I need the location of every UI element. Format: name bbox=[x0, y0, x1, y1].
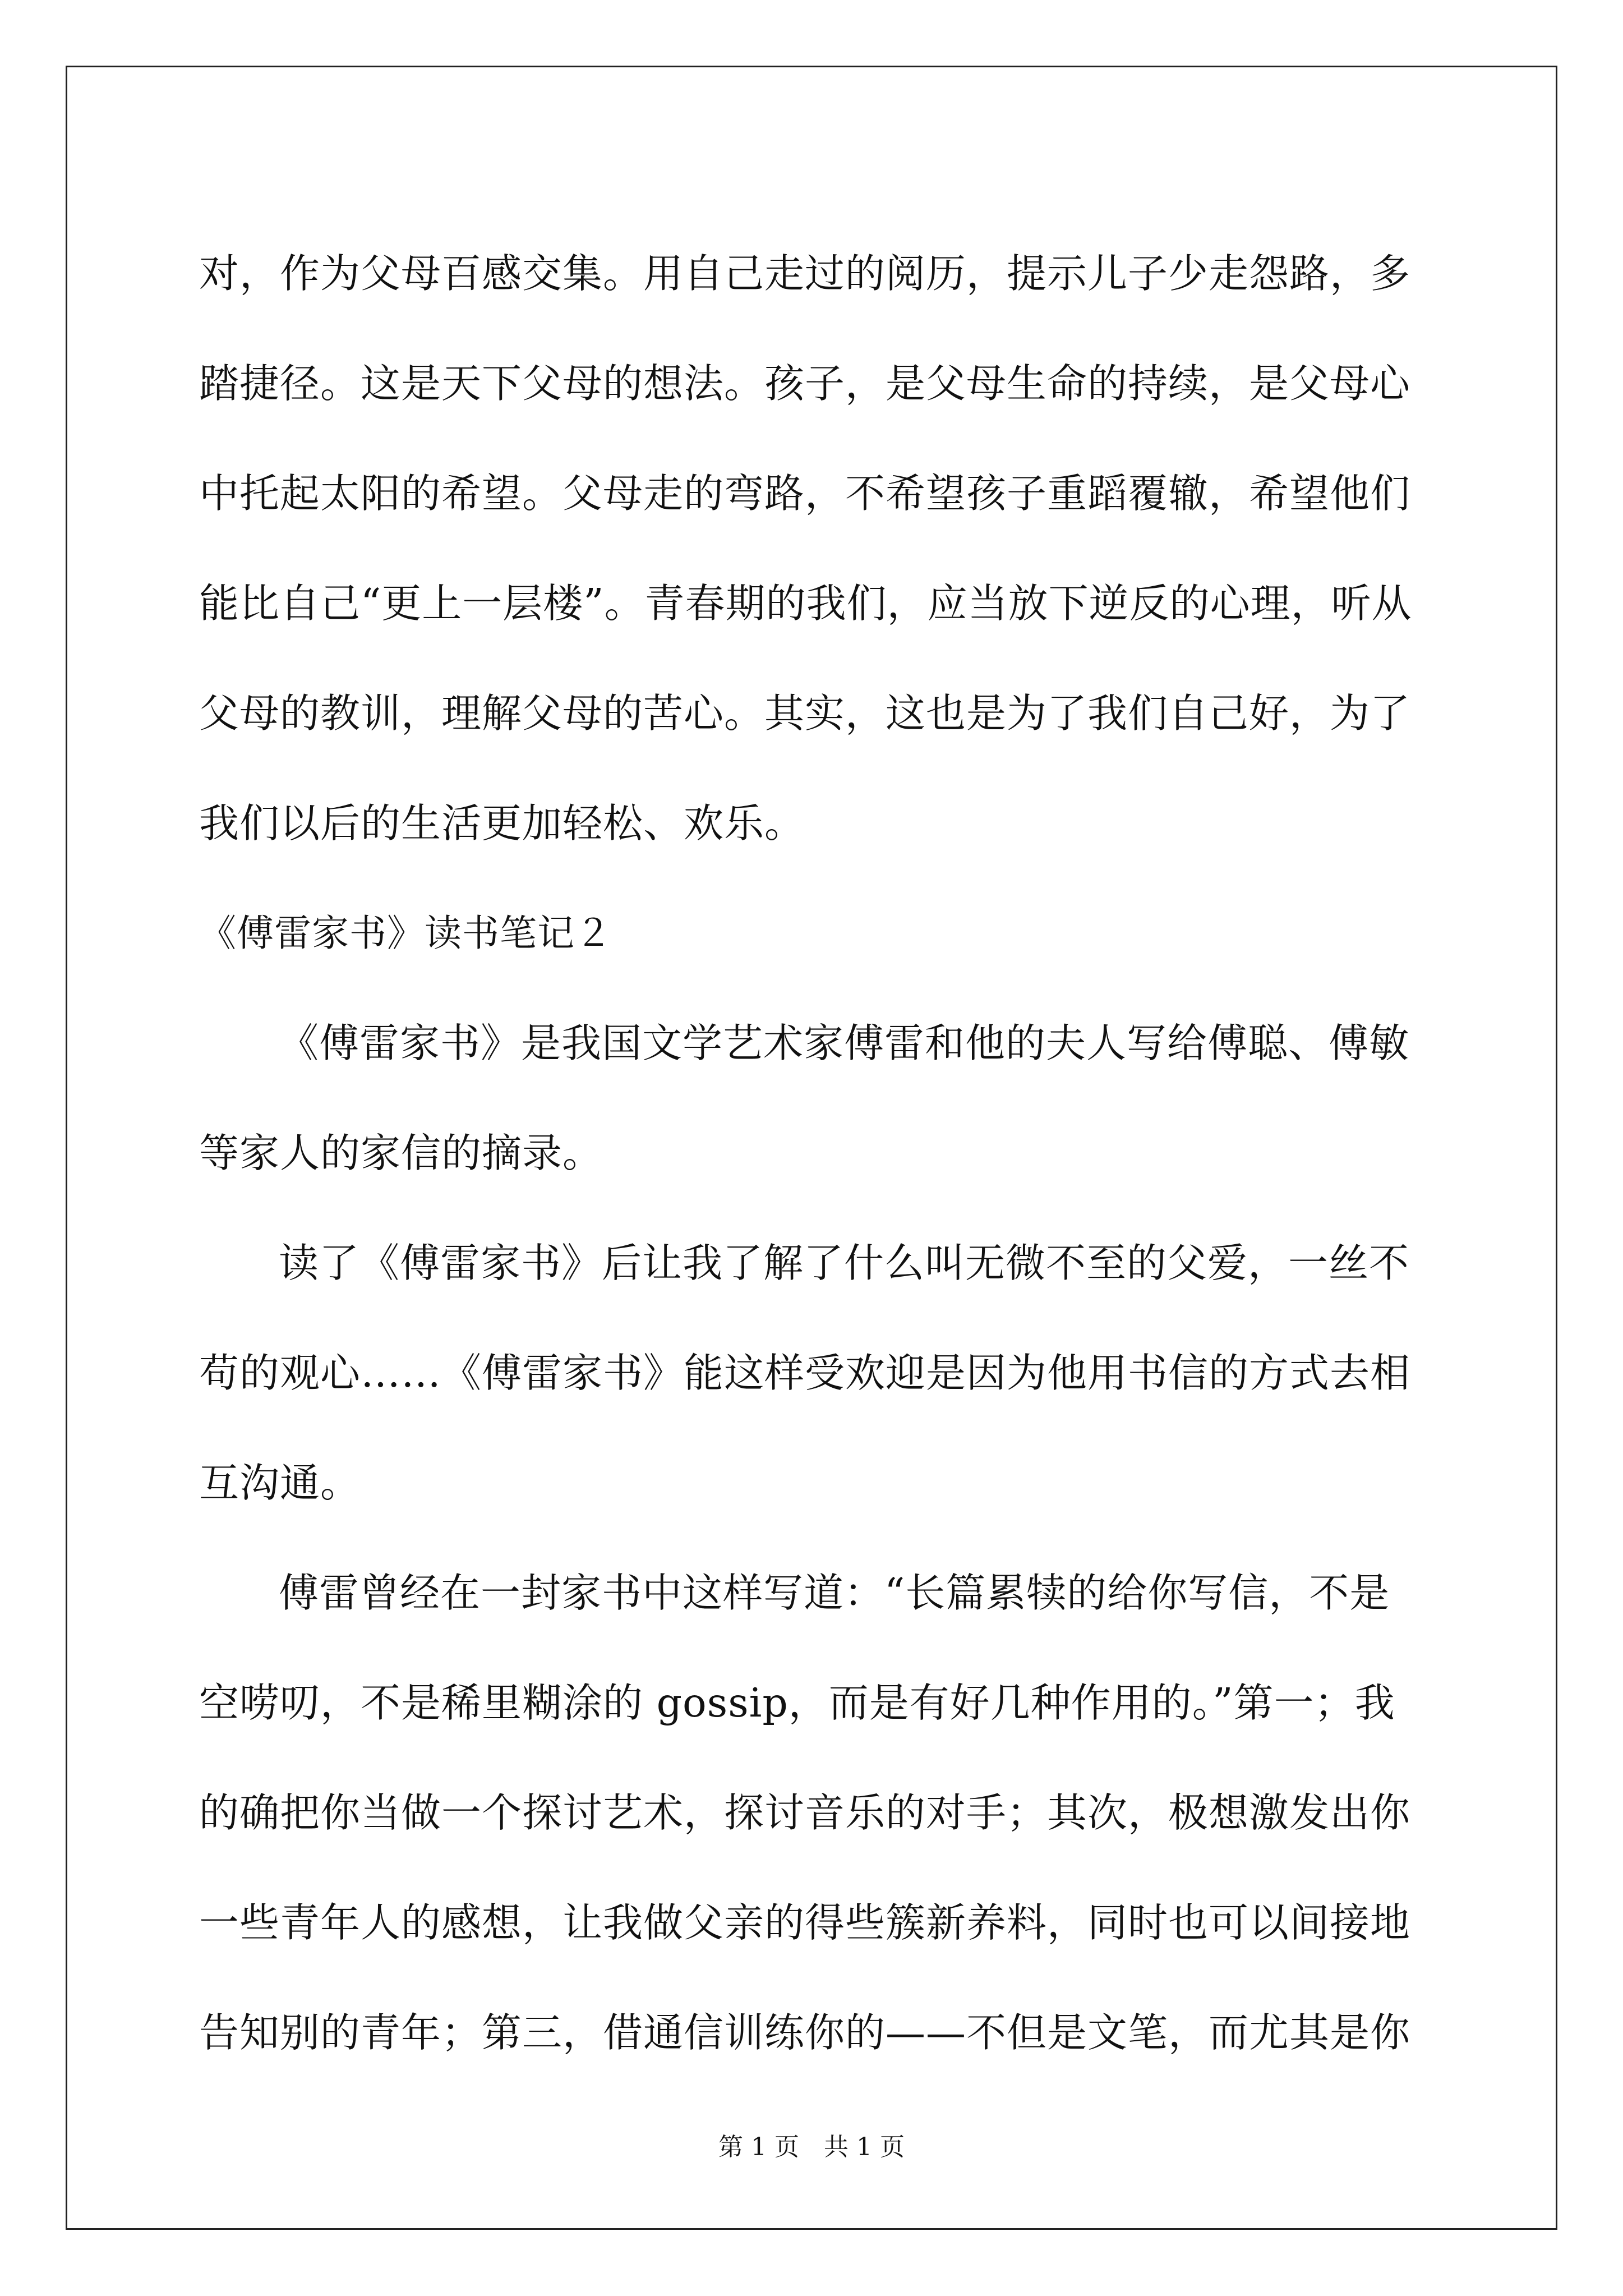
paragraph-line: 等家人的家信的摘录。 bbox=[199, 1130, 603, 1176]
paragraph-line: 告知别的青年；第三，借通信训练你的——不但是文笔，而尤其是你 bbox=[199, 2009, 1411, 2056]
paragraph-line: 读了《傅雷家书》后让我了解了什么叫无微不至的父爱，一丝不 bbox=[279, 1240, 1410, 1286]
section-heading: 《傅雷家书》读书笔记２ bbox=[199, 912, 612, 955]
page-number-footer: 第 1 页 共 1 页 bbox=[718, 2133, 905, 2161]
paragraph-line: 中托起太阳的希望。父母走的弯路，不希望孩子重蹈覆辙，希望他们 bbox=[199, 470, 1411, 517]
paragraph-line: 对，作为父母百感交集。用自己走过的阅历，提示儿子少走怨路，多 bbox=[199, 250, 1411, 297]
paragraph-line: 《傅雷家书》是我国文学艺术家傅雷和他的夫人写给傅聪、傅敏 bbox=[279, 1020, 1410, 1066]
paragraph-line: 空唠叨，不是稀里糊涂的 gossip，而是有好几种作用的。”第一；我 bbox=[199, 1680, 1395, 1726]
document-body bbox=[199, 219, 1427, 2088]
paragraph-line: 的确把你当做一个探讨艺术，探讨音乐的对手；其次，极想激发出你 bbox=[199, 1789, 1411, 1836]
paragraph-line: 能比自己“更上一层楼”。青春期的我们，应当放下逆反的心理，听从 bbox=[199, 580, 1412, 627]
paragraph-line: 互沟通。 bbox=[199, 1460, 361, 1506]
paragraph-line: 踏捷径。这是天下父母的想法。孩子，是父母生命的持续，是父母心 bbox=[199, 360, 1411, 407]
paragraph-line: 苟的观心……《傅雷家书》能这样受欢迎是因为他用书信的方式去相 bbox=[199, 1350, 1411, 1396]
paragraph-line: 傅雷曾经在一封家书中这样写道：“长篇累犊的给你写信，不是 bbox=[279, 1570, 1390, 1616]
paragraph-line: 父母的教训，理解父母的苦心。其实，这也是为了我们自己好，为了 bbox=[199, 690, 1411, 737]
paragraph-line: 我们以后的生活更加轻松、欢乐。 bbox=[199, 800, 805, 846]
paragraph-line: 一些青年人的感想，让我做父亲的得些簇新养料，同时也可以间接地 bbox=[199, 1899, 1411, 1946]
